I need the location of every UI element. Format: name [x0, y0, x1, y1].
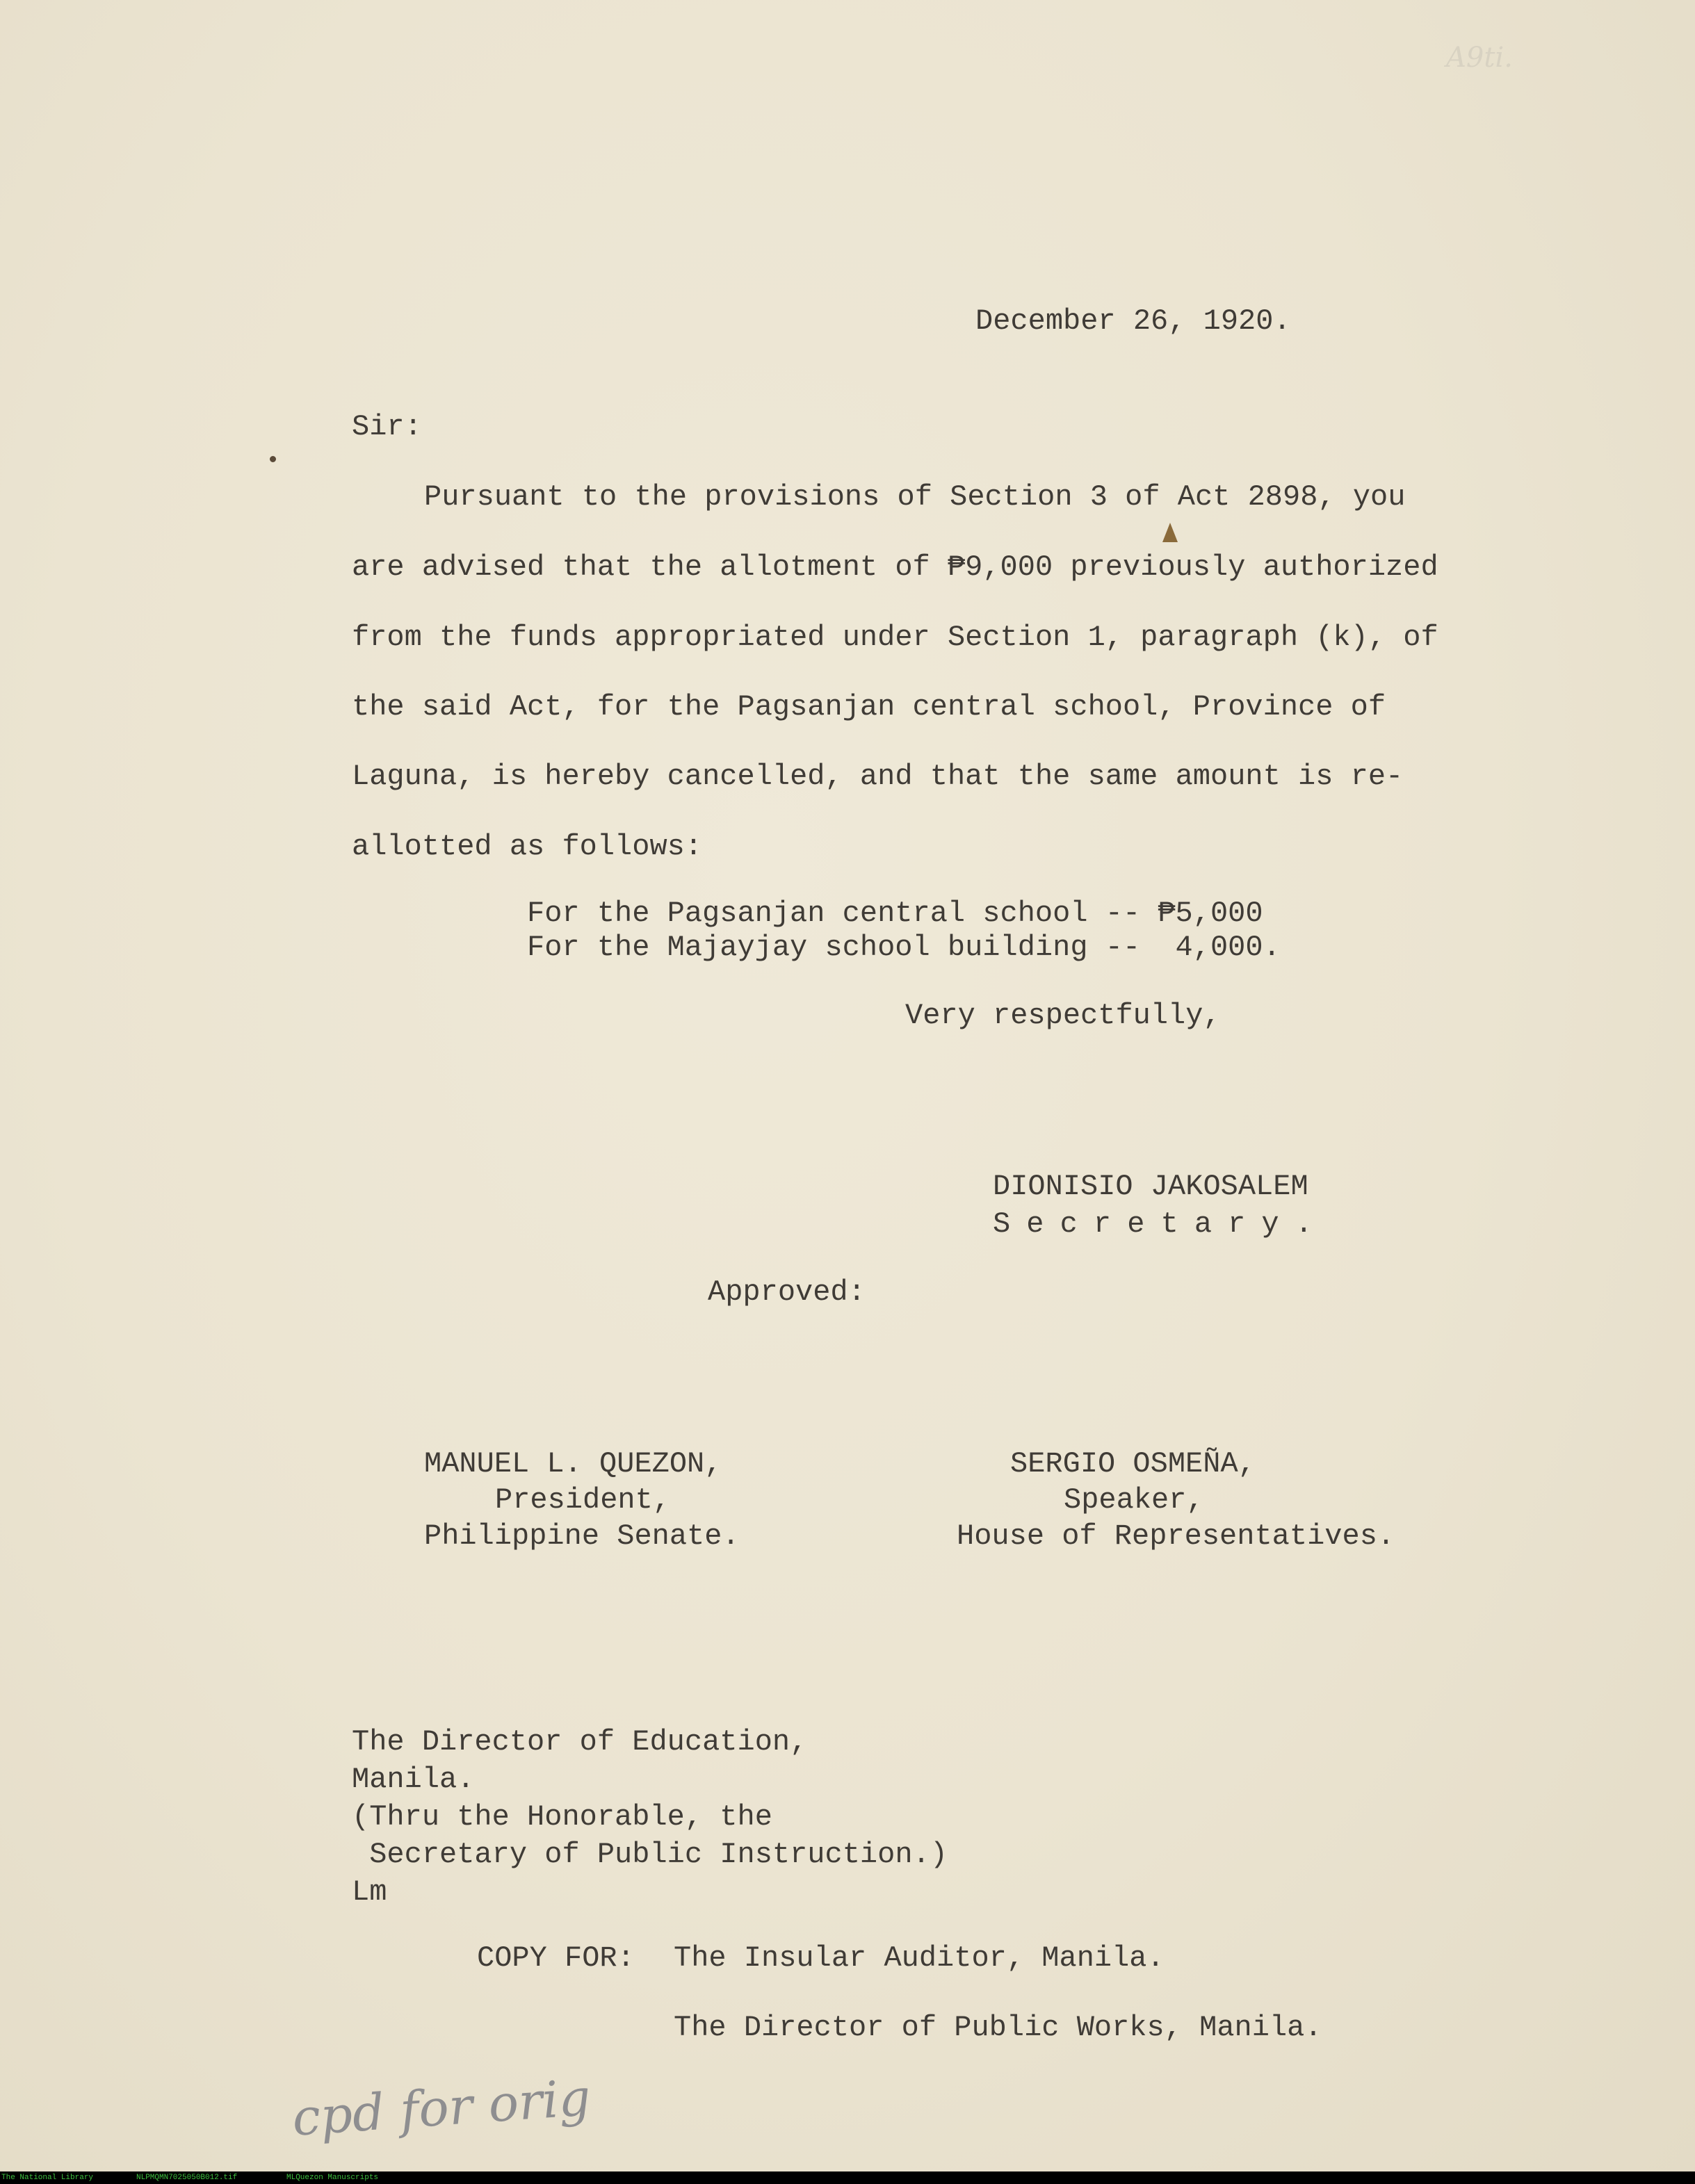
copy-recipient: The Insular Auditor, Manila.: [674, 1941, 1165, 1975]
archive-footer: [0, 2171, 1695, 2184]
approver-name: SERGIO OSMEÑA,: [1010, 1447, 1256, 1481]
body-line: allotted as follows:: [352, 830, 703, 863]
typist-initials: Lm: [352, 1875, 387, 1909]
signer-name: DIONISIO JAKOSALEM: [993, 1170, 1308, 1203]
addressee-line: The Director of Education,: [352, 1725, 808, 1759]
copy-recipient: The Director of Public Works, Manila.: [674, 2011, 1322, 2044]
body-line: from the funds appropriated under Section 1, paragraph (k), of: [352, 621, 1438, 654]
addressee-line: Manila.: [352, 1763, 475, 1796]
handwritten-note: cpd for orig: [290, 2068, 592, 2147]
footer-library: The National Library: [1, 2174, 94, 2182]
body-line: the said Act, for the Pagsanjan central school, Province of: [352, 690, 1386, 724]
approver-title: President,: [495, 1483, 671, 1517]
letter-date: December 26, 1920.: [975, 304, 1291, 338]
body-line: are advised that the allotment of ₱9,000 previously authorized: [352, 551, 1438, 584]
approver-title: Speaker,: [1064, 1483, 1204, 1517]
addressee-line: Secretary of Public Instruction.): [352, 1838, 948, 1871]
signer-title: Secretary.: [993, 1207, 1329, 1241]
addressee-line: (Thru the Honorable, the: [352, 1800, 772, 1834]
approver-body: House of Representatives.: [957, 1519, 1395, 1553]
closing: Very respectfully,: [905, 999, 1221, 1032]
approved-label: Approved:: [708, 1276, 866, 1309]
body-line: Laguna, is hereby cancelled, and that the same amount is re-: [352, 760, 1404, 793]
salutation: Sir:: [352, 410, 422, 443]
ink-speck: [270, 456, 276, 462]
footer-file-id: NLPMQMN7025050B012.tif: [136, 2174, 238, 2182]
faint-pencil-mark: A9ti.: [1446, 42, 1513, 74]
copy-label: COPY FOR:: [477, 1941, 635, 1975]
approver-name: MANUEL L. QUEZON,: [424, 1447, 722, 1481]
approver-body: Philippine Senate.: [424, 1519, 740, 1553]
footer-collection: MLQuezon Manuscripts: [286, 2174, 379, 2182]
allotment-item: For the Pagsanjan central school -- ₱5,000: [527, 897, 1263, 930]
ink-smudge: [1162, 523, 1178, 542]
allotment-item: For the Majayjay school building -- 4,000.: [527, 931, 1281, 964]
body-line: Pursuant to the provisions of Section 3 of Act 2898, you: [424, 480, 1406, 514]
